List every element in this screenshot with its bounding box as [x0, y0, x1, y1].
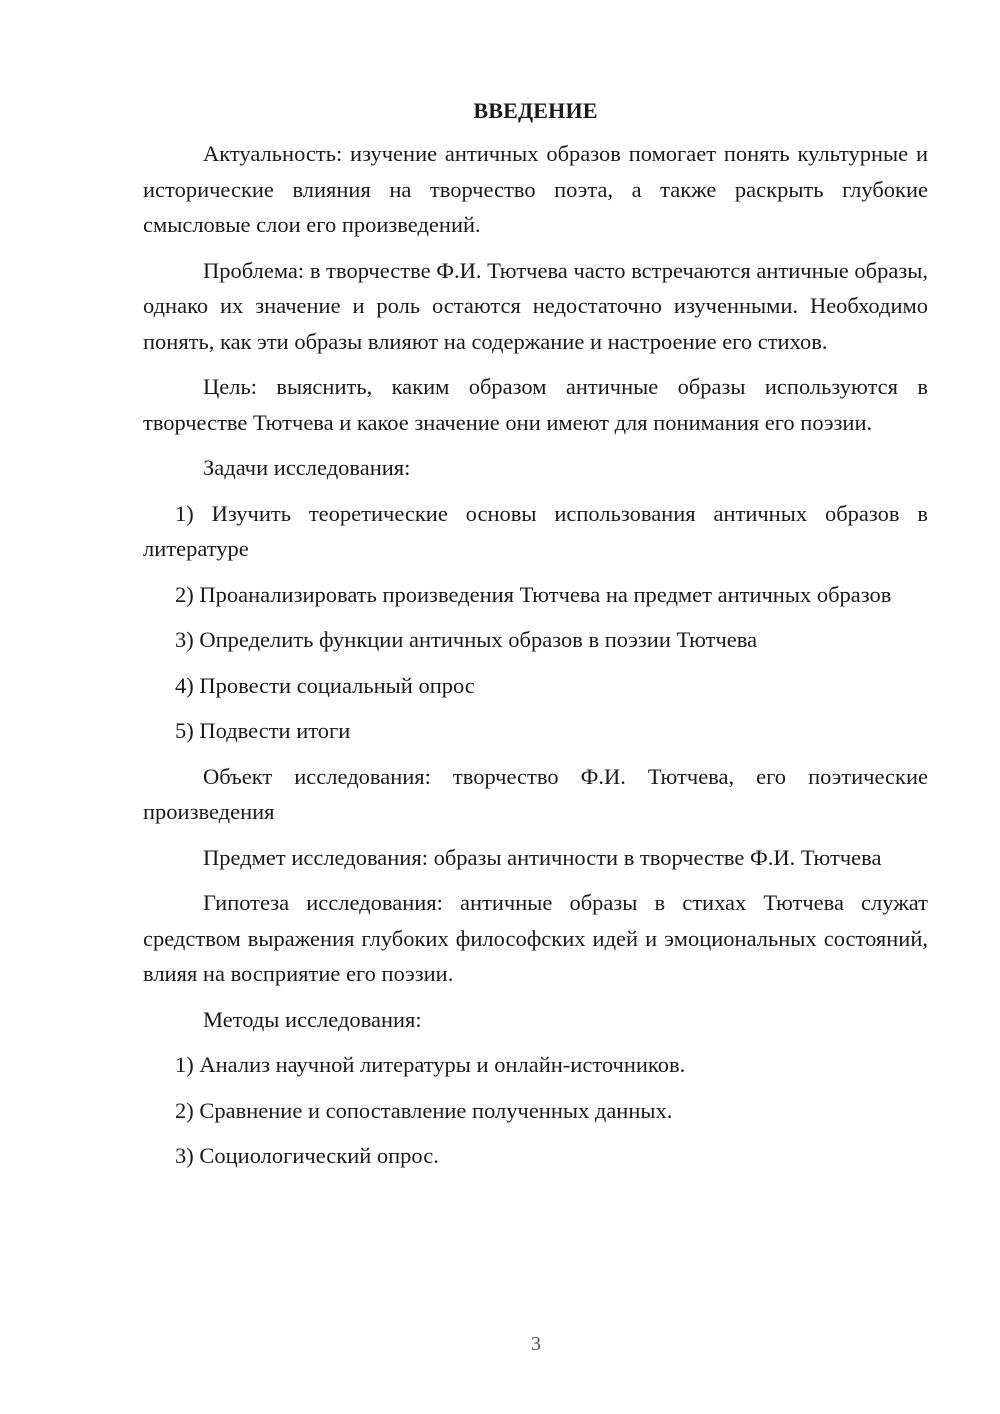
goal-paragraph: Цель: выяснить, каким образом античные образы используются в творчестве Тютчева и какое значение они имеют для понимания его поэзии. — [143, 374, 928, 435]
task-item: 4) Провести социальный опрос — [175, 672, 475, 698]
object-paragraph: Объект исследования: творчество Ф.И. Тютчева, его поэтические произведения — [143, 763, 928, 824]
page-content — [143, 96, 928, 1184]
method-item: 3) Социологический опрос. — [175, 1143, 439, 1168]
subject-paragraph: Предмет исследования: образы античности в творчестве Ф.И. Тютчева — [203, 844, 882, 870]
methods-title: Методы исследования: — [203, 1006, 422, 1032]
method-item: 1) Анализ научной литературы и онлайн-источников. — [175, 1052, 686, 1077]
method-item: 2) Сравнение и сопоставление полученных данных. — [175, 1097, 673, 1123]
relevance-paragraph: Актуальность: изучение античных образов помогает понять культурные и исторические влияния на творчество поэта, а также раскрыть глубокие смысловые слои его произведений. — [143, 141, 928, 237]
task-item: 1) Изучить теоретические основы использования античных образов в литературе — [143, 500, 928, 561]
task-item: 3) Определить функции античных образов в поэзии Тютчева — [175, 627, 758, 652]
section-heading: ВВЕДЕНИЕ — [473, 98, 598, 123]
tasks-title: Задачи исследования: — [203, 455, 411, 480]
hypothesis-paragraph: Гипотеза исследования: античные образы в стихах Тютчева служат средством выражения глубоких философских идей и эмоциональных состояний, влияя на восприятие его поэзии. — [143, 890, 928, 986]
task-item: 2) Проанализировать произведения Тютчева на предмет античных образов — [175, 581, 892, 607]
page-number: 3 — [531, 1333, 541, 1355]
task-item: 5) Подвести итоги — [175, 718, 351, 743]
problem-paragraph: Проблема: в творчестве Ф.И. Тютчева часто встречаются античные образы, однако их значение и роль остаются недостаточно изученными. Необходимо понять, как эти образы влияют на содержание и настроение его стихов. — [143, 257, 928, 354]
